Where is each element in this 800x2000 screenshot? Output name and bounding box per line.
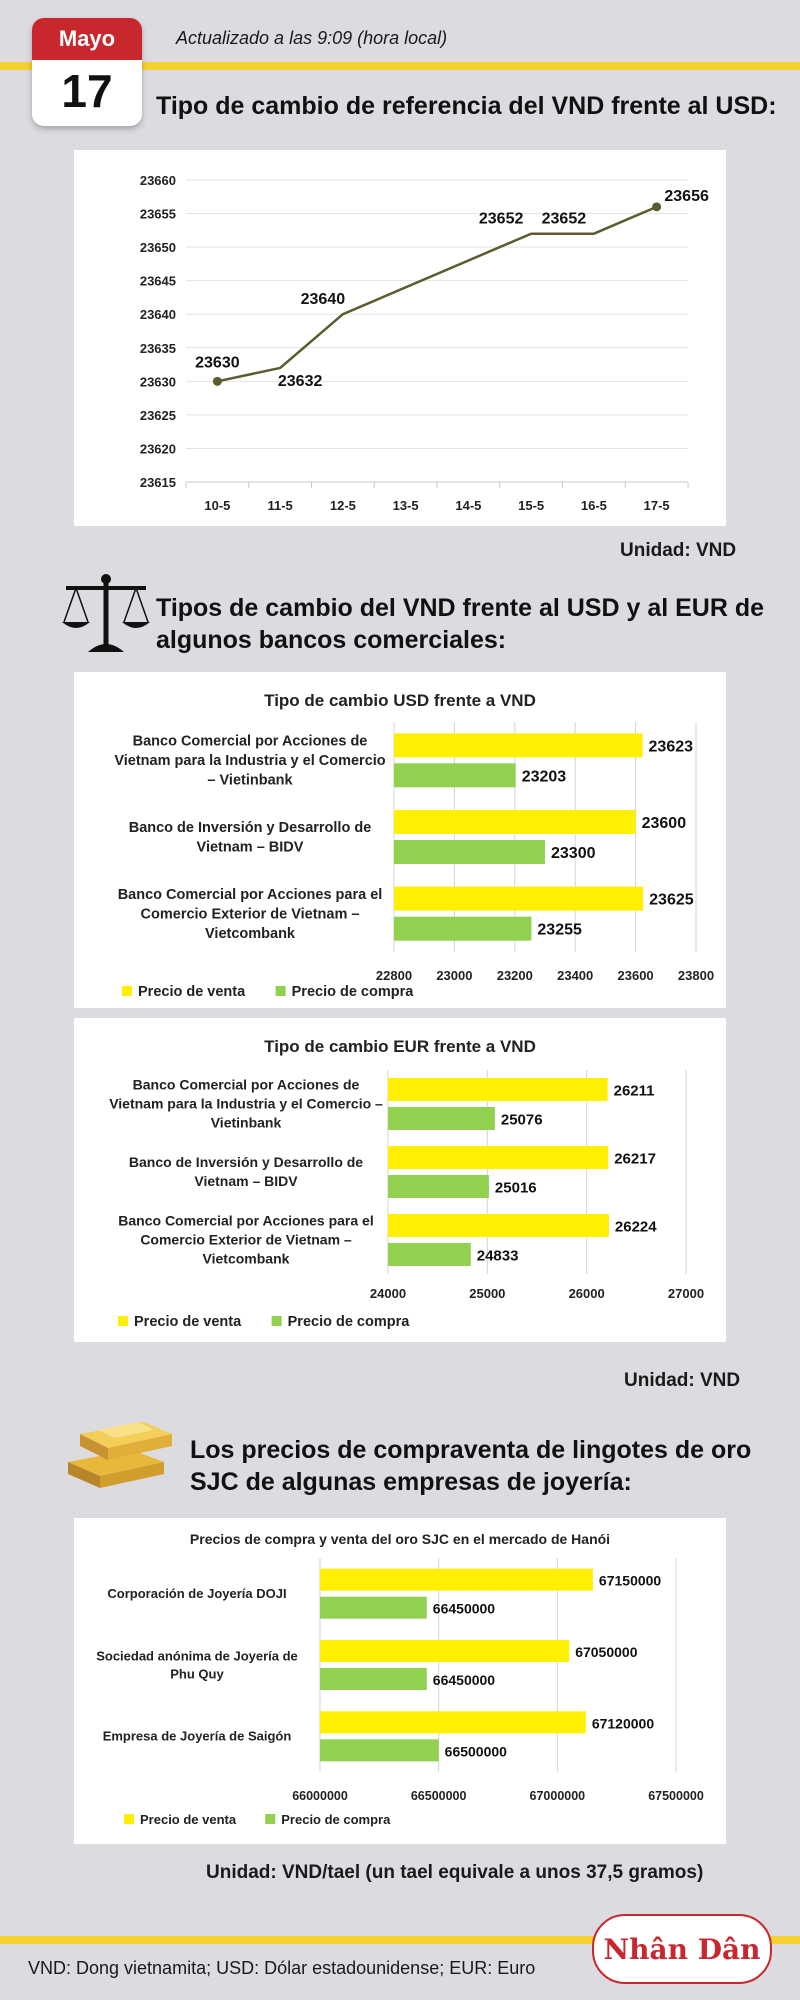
legend-label: Precio de venta bbox=[134, 1314, 242, 1330]
series-line bbox=[217, 207, 656, 381]
data-label: 25016 bbox=[494, 1179, 537, 1197]
category-label: Phu Quy bbox=[170, 1666, 224, 1682]
x-tick-label: 67500000 bbox=[648, 1789, 704, 1803]
legend-swatch bbox=[122, 986, 132, 996]
data-label: 67120000 bbox=[591, 1715, 655, 1732]
data-label: 23652 bbox=[541, 210, 587, 228]
data-label: 26217 bbox=[614, 1150, 656, 1168]
data-label: 23630 bbox=[195, 354, 240, 372]
section1-unit: Unidad: VND bbox=[620, 540, 737, 561]
y-tick-label: 23625 bbox=[139, 407, 176, 423]
x-tick-label: 23800 bbox=[677, 968, 715, 983]
bar-buy bbox=[394, 763, 516, 787]
section1-title: Tipo de cambio de referencia del VND frente al USD: bbox=[156, 92, 777, 120]
category-label: Banco Comercial por Acciones de bbox=[132, 733, 368, 750]
y-tick-label: 23615 bbox=[139, 475, 176, 490]
category-label: Banco Comercial por Acciones de bbox=[132, 1076, 360, 1093]
category-label: Vietinbank bbox=[210, 1114, 282, 1131]
category-label: Vietnam – BIDV bbox=[194, 1173, 298, 1190]
nhandan-logo bbox=[592, 1914, 772, 1984]
data-label: 66450000 bbox=[432, 1600, 496, 1617]
bar-buy bbox=[388, 1243, 471, 1266]
chart-title: Precios de compra y venta del oro SJC en el mercado de Hanói bbox=[189, 1531, 611, 1547]
bar-sell bbox=[320, 1640, 569, 1662]
x-tick-label: 66500000 bbox=[410, 1789, 467, 1803]
data-label: 23203 bbox=[521, 768, 567, 786]
y-tick-label: 23620 bbox=[139, 441, 176, 457]
x-tick-label: 25000 bbox=[469, 1286, 506, 1301]
legend-swatch bbox=[265, 1814, 275, 1824]
x-tick-label: 23600 bbox=[617, 968, 654, 983]
x-tick-label: 23400 bbox=[557, 968, 594, 983]
category-label: Sociedad anónima de Joyería de bbox=[96, 1648, 298, 1664]
updated-time: Actualizado a las 9:09 (hora local) bbox=[176, 28, 448, 48]
legend-swatch bbox=[276, 986, 286, 996]
legend-label: Precio de compra bbox=[291, 984, 414, 1000]
logo-text: Nhân Dân bbox=[603, 1932, 761, 1966]
category-label: Empresa de Joyería de Saigón bbox=[102, 1728, 292, 1744]
data-label: 66500000 bbox=[444, 1743, 507, 1760]
y-tick-label: 23630 bbox=[139, 374, 176, 390]
data-label: 23300 bbox=[551, 845, 596, 862]
x-tick-label: 27000 bbox=[667, 1286, 705, 1301]
bar-buy bbox=[320, 1668, 427, 1690]
legend-swatch bbox=[272, 1316, 282, 1326]
category-label: Comercio Exterior de Vietnam – bbox=[140, 906, 360, 923]
gold-bar-chart bbox=[74, 1518, 726, 1844]
section2-title bbox=[156, 592, 764, 656]
category-label: Banco de Inversión y Desarrollo de bbox=[128, 1154, 364, 1171]
x-tick-label: 13-5 bbox=[392, 498, 419, 513]
y-tick-label: 23650 bbox=[139, 240, 176, 256]
reference-rate-line-chart bbox=[74, 150, 726, 526]
x-tick-label: 23200 bbox=[496, 968, 533, 983]
y-tick-label: 23635 bbox=[139, 340, 176, 356]
bar-sell bbox=[388, 1146, 608, 1169]
usd-bar-chart-panel bbox=[74, 672, 726, 1008]
legend-label: Precio de venta bbox=[140, 1812, 237, 1827]
eur-bar-chart bbox=[74, 1018, 726, 1342]
bar-buy bbox=[320, 1597, 427, 1619]
data-label: 24833 bbox=[476, 1247, 519, 1265]
date-badge bbox=[32, 18, 142, 126]
y-tick-label: 23640 bbox=[139, 307, 176, 323]
x-tick-label: 12-5 bbox=[329, 498, 356, 513]
category-label: Banco Comercial por Acciones para el bbox=[117, 887, 383, 903]
bar-sell bbox=[388, 1078, 608, 1101]
section2-unit: Unidad: VND bbox=[624, 1370, 741, 1391]
data-label: 26211 bbox=[613, 1082, 655, 1100]
category-label: Vietnam para la Industria y el Comercio – bbox=[109, 1095, 383, 1112]
chart-title: Tipo de cambio USD frente a VND bbox=[264, 691, 536, 710]
bar-buy bbox=[388, 1175, 489, 1198]
y-tick-label: 23645 bbox=[139, 273, 176, 289]
x-tick-label: 15-5 bbox=[518, 498, 545, 513]
category-label: Banco Comercial por Acciones para el bbox=[118, 1212, 374, 1229]
section2-title-line1: Tipos de cambio del VND frente al USD y al EUR de bbox=[156, 594, 765, 622]
legend-label: Precio de compra bbox=[287, 1314, 410, 1330]
x-tick-label: 67000000 bbox=[529, 1789, 586, 1803]
chart-title: Tipo de cambio EUR frente a VND bbox=[264, 1037, 536, 1056]
x-tick-label: 24000 bbox=[369, 1286, 407, 1301]
bar-sell bbox=[320, 1711, 586, 1733]
bar-sell bbox=[394, 810, 636, 834]
x-tick-label: 66000000 bbox=[292, 1789, 348, 1803]
data-point bbox=[652, 202, 661, 211]
bar-buy bbox=[320, 1739, 439, 1761]
usd-bar-chart bbox=[74, 672, 726, 1008]
x-tick-label: 16-5 bbox=[580, 498, 607, 513]
legend-swatch bbox=[124, 1814, 134, 1824]
scale-icon bbox=[58, 572, 154, 663]
bar-sell bbox=[388, 1214, 609, 1237]
gold-bars-icon bbox=[58, 1404, 182, 1495]
x-tick-label: 26000 bbox=[568, 1286, 605, 1301]
x-tick-label: 10-5 bbox=[204, 498, 231, 513]
data-label: 66450000 bbox=[432, 1672, 496, 1688]
data-label: 23255 bbox=[537, 921, 582, 939]
category-label: Vietnam para la Industria y el Comercio bbox=[114, 753, 386, 770]
data-point bbox=[213, 377, 222, 386]
section3-title-line2: SJC de algunas empresas de joyería: bbox=[190, 1468, 632, 1496]
bar-sell bbox=[394, 733, 643, 757]
data-label: 23656 bbox=[664, 187, 709, 205]
legend-label: Precio de venta bbox=[138, 984, 246, 1000]
category-label: Comercio Exterior de Vietnam – bbox=[140, 1231, 352, 1248]
y-tick-label: 23655 bbox=[139, 206, 176, 222]
date-month: Mayo bbox=[32, 18, 142, 60]
data-label: 23625 bbox=[649, 891, 694, 909]
category-label: Banco de Inversión y Desarrollo de bbox=[128, 820, 372, 837]
category-label: Vietcombank bbox=[205, 926, 295, 942]
category-label: Vietnam – BIDV bbox=[196, 839, 304, 856]
bar-sell bbox=[394, 887, 643, 911]
section3-title bbox=[190, 1434, 751, 1498]
x-tick-label: 11-5 bbox=[267, 498, 293, 513]
category-label: – Vietinbank bbox=[207, 772, 293, 789]
bar-sell bbox=[320, 1569, 593, 1591]
category-label: Corporación de Joyería DOJI bbox=[107, 1586, 287, 1601]
data-label: 67050000 bbox=[575, 1644, 638, 1660]
gold-bar-chart-panel bbox=[74, 1518, 726, 1844]
section3-unit: Unidad: VND/tael (un tael equivale a unos 37,5 gramos) bbox=[206, 1862, 704, 1883]
date-day: 17 bbox=[61, 65, 113, 117]
data-label: 23600 bbox=[641, 815, 687, 832]
legend-swatch bbox=[118, 1316, 128, 1326]
bar-buy bbox=[388, 1107, 495, 1130]
data-label: 67150000 bbox=[598, 1572, 662, 1589]
data-label: 23652 bbox=[478, 210, 524, 228]
footer-note: VND: Dong vietnamita; USD: Dólar estadounidense; EUR: Euro bbox=[28, 1958, 536, 1978]
section3-title-line1: Los precios de compraventa de lingotes de oro bbox=[190, 1436, 752, 1464]
section2-title-line2: algunos bancos comerciales: bbox=[156, 626, 507, 654]
data-label: 23623 bbox=[648, 738, 694, 756]
bar-buy bbox=[394, 840, 545, 864]
data-label: 23632 bbox=[277, 372, 323, 390]
bar-buy bbox=[394, 917, 531, 941]
eur-bar-chart-panel bbox=[74, 1018, 726, 1342]
x-tick-label: 14-5 bbox=[455, 498, 482, 513]
legend-label: Precio de compra bbox=[281, 1812, 391, 1827]
y-tick-label: 23660 bbox=[139, 173, 176, 188]
line-chart-panel bbox=[74, 150, 726, 526]
data-label: 25076 bbox=[500, 1111, 543, 1129]
x-tick-label: 23000 bbox=[436, 968, 473, 983]
x-tick-label: 22800 bbox=[375, 968, 413, 983]
x-tick-label: 17-5 bbox=[643, 498, 670, 513]
data-label: 26224 bbox=[614, 1218, 657, 1236]
category-label: Vietcombank bbox=[202, 1250, 290, 1267]
data-label: 23640 bbox=[300, 291, 346, 309]
